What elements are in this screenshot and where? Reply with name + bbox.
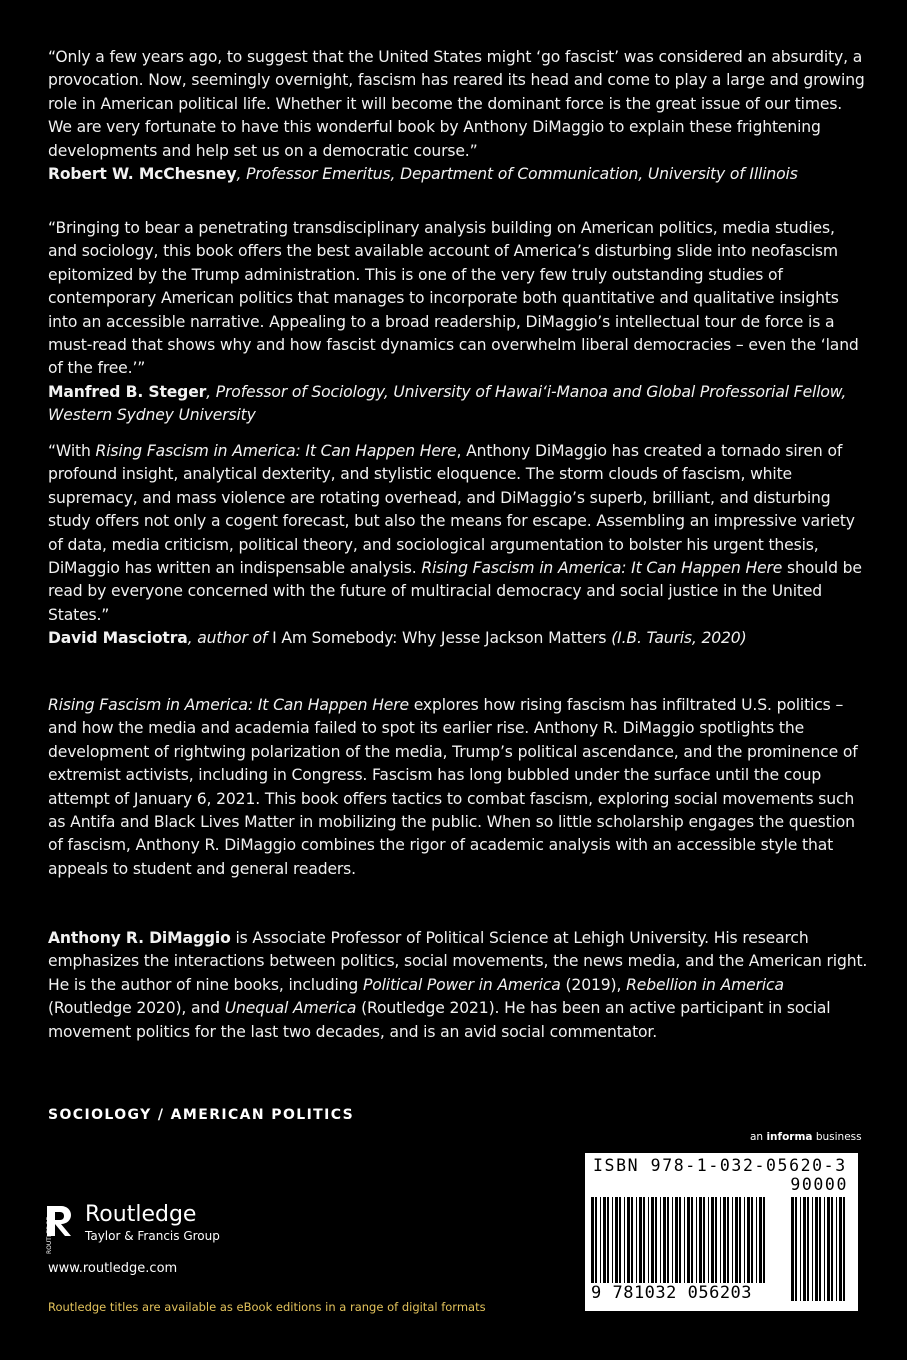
- barcode-bar: [591, 1197, 594, 1285]
- barcode-bar: [699, 1197, 702, 1285]
- endorsement-quote-1: [48, 46, 868, 186]
- quote-affiliation: , Professor of Sociology, University of Hawai‘i-Manoa and Global Professorial Fellow, Western Sydney University: [48, 382, 847, 425]
- barcode-bar: [636, 1197, 637, 1285]
- barcode-bar: [751, 1197, 753, 1285]
- quote-author: David Masciotra: [48, 629, 188, 648]
- barcode-bar: [607, 1197, 609, 1285]
- barcode-bar: [744, 1197, 745, 1285]
- author-name: Anthony R. DiMaggio: [48, 929, 231, 947]
- author-bio: Anthony R. DiMaggio is Associate Professor of Political Science at Lehigh University. His research emphasizes the interactions between politics, social movements, the news media, and the American right. He is the author of nine books, including Political Power in America (2019), Rebellion in America (Routledge 2020), and Unequal America (Routledge 2021). He has been an active participant in social movement politics for the last two decades, and is an avid social commentator.: [48, 929, 868, 1041]
- book-title: Rising Fascism in America: It Can Happen Here: [48, 696, 409, 714]
- vertical-logo-text: ROUTLEDGE: [46, 1216, 53, 1254]
- barcode-bar: [595, 1197, 597, 1285]
- barcode-bar: [600, 1197, 601, 1285]
- isbn-label: ISBN 978-1-032-05620-3: [593, 1156, 847, 1175]
- addon-barcode-bars: [791, 1197, 847, 1305]
- book-title: Rising Fascism in America: It Can Happen Here: [95, 442, 457, 460]
- publisher-group: Taylor & Francis Group: [85, 1229, 220, 1243]
- quote-attribution: David Masciotra, author of I Am Somebody: Why Jesse Jackson Matters (I.B. Tauris, 2020): [48, 629, 747, 648]
- barcode-bar: [631, 1197, 633, 1285]
- barcode-bar: [715, 1197, 717, 1285]
- quote-author: Manfred B. Steger: [48, 382, 207, 401]
- barcode-bar: [763, 1197, 765, 1285]
- publisher-name: Routledge: [85, 1202, 197, 1227]
- quote-attribution: [48, 381, 868, 428]
- barcode-bar: [648, 1197, 649, 1285]
- barcode-bar: [819, 1197, 821, 1301]
- barcode-bar: [619, 1197, 621, 1285]
- barcode-bar: [651, 1197, 654, 1285]
- barcode-bar: [803, 1197, 806, 1301]
- barcode-bar: [807, 1197, 809, 1301]
- barcode-bar: [667, 1197, 669, 1285]
- barcode-bar: [603, 1197, 606, 1285]
- barcode-bar: [660, 1197, 661, 1285]
- barcode-bar: [627, 1197, 630, 1285]
- barcode-bar: [675, 1197, 678, 1285]
- informa-tagline: an informa business: [750, 1131, 862, 1143]
- quote-text: “With Rising Fascism in America: It Can Happen Here, Anthony DiMaggio has created a tornado siren of profound insight, analytical dexterity, and stylistic eloquence. The storm clouds of fascism, white supremacy, and mass violence are rotating overhead, and DiMaggio’s superb, brilliant, and disturbing study offers not only a cogent forecast, but also the means for escape. Assembling an impressive variety of data, media criticism, political theory, and sociological argumentation to bolster his urgent thesis, DiMaggio has written an indispensable analysis. Rising Fascism in America: It Can Happen Here should be read by everyone concerned with the future of multiracial democracy and social justice in the United States.”: [48, 442, 862, 624]
- barcode-bar: [735, 1197, 738, 1285]
- barcode-bar: [756, 1197, 757, 1285]
- barcode-bar: [800, 1197, 801, 1301]
- barcode-bar: [720, 1197, 721, 1285]
- barcode-bar: [643, 1197, 645, 1285]
- endorsement-quote-3: [48, 440, 868, 651]
- barcode-bar: [791, 1197, 794, 1301]
- barcode-bar: [747, 1197, 750, 1285]
- ean-barcode-bars: [591, 1197, 767, 1289]
- quote-text: “Bringing to bear a penetrating transdisciplinary analysis building on American politics, media studies, and sociology, this book offers the best available account of America’s disturbing slide into neofascism epitomized by the Trump administration. This is one of the very few truly outstanding studies of contemporary American politics that manages to incorporate both quantitative and qualitative insights into an accessible narrative. Appealing to a broad readership, DiMaggio’s intellectual tour de force is a must-read that shows why and how fascist dynamics can overwhelm liberal democracies – even the ‘land of the free.’”: [48, 219, 859, 378]
- barcode-bar: [672, 1197, 673, 1285]
- barcode-bar: [691, 1197, 693, 1285]
- ebook-availability-note: Routledge titles are available as eBook editions in a range of digital formats: [48, 1300, 486, 1314]
- barcode-bar: [696, 1197, 697, 1285]
- barcode-bar: [843, 1197, 845, 1301]
- barcode-bar: [812, 1197, 813, 1301]
- barcode-bar: [684, 1197, 685, 1285]
- publisher-website[interactable]: www.routledge.com: [48, 1261, 178, 1276]
- price-code: 90000: [790, 1175, 848, 1194]
- quote-author: Robert W. McChesney: [48, 165, 237, 184]
- barcode-bar: [615, 1197, 618, 1285]
- barcode-bar: [739, 1197, 741, 1285]
- barcode-bar: [703, 1197, 705, 1285]
- quote-text: “Only a few years ago, to suggest that the United States might ‘go fascist’ was considered an absurdity, a provocation. Now, seemingly overnight, fascism has reared its head and come to play a large and growing role in American political life. Whether it will become the dominant force is the great issue of our times. We are very fortunate to have this wonderful book by Anthony DiMaggio to explain these frightening developments and help set us on a democratic course.”: [48, 48, 865, 160]
- barcode-bar: [831, 1197, 833, 1301]
- cited-book-title: I Am Somebody: Why Jesse Jackson Matters: [272, 629, 607, 648]
- barcode-bar: [759, 1197, 762, 1285]
- subject-category: SOCIOLOGY / AMERICAN POLITICS: [48, 1107, 355, 1123]
- barcode-bar: [827, 1197, 830, 1301]
- barcode-bar: [795, 1197, 797, 1301]
- barcode-bar: [836, 1197, 837, 1301]
- barcode-bar: [663, 1197, 666, 1285]
- quote-affiliation: , Professor Emeritus, Department of Communication, University of Illinois: [236, 165, 798, 184]
- barcode-bar: [815, 1197, 818, 1301]
- barcode-bar: [612, 1197, 613, 1285]
- barcode-bar: [727, 1197, 729, 1285]
- barcode-digits: 9 781032 056203: [591, 1283, 767, 1303]
- quote-attribution: [48, 163, 868, 186]
- endorsement-quote-2: [48, 217, 868, 428]
- barcode-bar: [732, 1197, 733, 1285]
- routledge-r-icon: [45, 1202, 75, 1258]
- publisher-logo: [45, 1202, 220, 1258]
- book-title: Rising Fascism in America: It Can Happen Here: [421, 559, 783, 578]
- isbn-barcode: [585, 1153, 858, 1311]
- barcode-bar: [624, 1197, 625, 1285]
- barcode-bar: [679, 1197, 681, 1285]
- barcode-bar: [711, 1197, 714, 1285]
- book-description: [48, 694, 868, 881]
- barcode-bar: [839, 1197, 842, 1301]
- barcode-bar: [687, 1197, 690, 1285]
- barcode-bar: [639, 1197, 642, 1285]
- barcode-bar: [708, 1197, 709, 1285]
- barcode-bar: [824, 1197, 825, 1301]
- barcode-bar: [723, 1197, 726, 1285]
- barcode-bar: [655, 1197, 657, 1285]
- description-text: explores how rising fascism has infiltrated U.S. politics – and how the media and academia failed to spot its earlier rise. Anthony R. DiMaggio spotlights the development of rightwing polarization of the media, Trump’s political ascendance, and the prominence of extremist activists, including in Congress. Fascism has long bubbled under the surface until the coup attempt of January 6, 2021. This book offers tactics to combat fascism, exploring social movements such as Antifa and Black Lives Matter in mobilizing the public. When so little scholarship engages the question of fascism, Anthony R. DiMaggio combines the rigor of academic analysis with an accessible style that appeals to student and general readers.: [48, 696, 858, 878]
